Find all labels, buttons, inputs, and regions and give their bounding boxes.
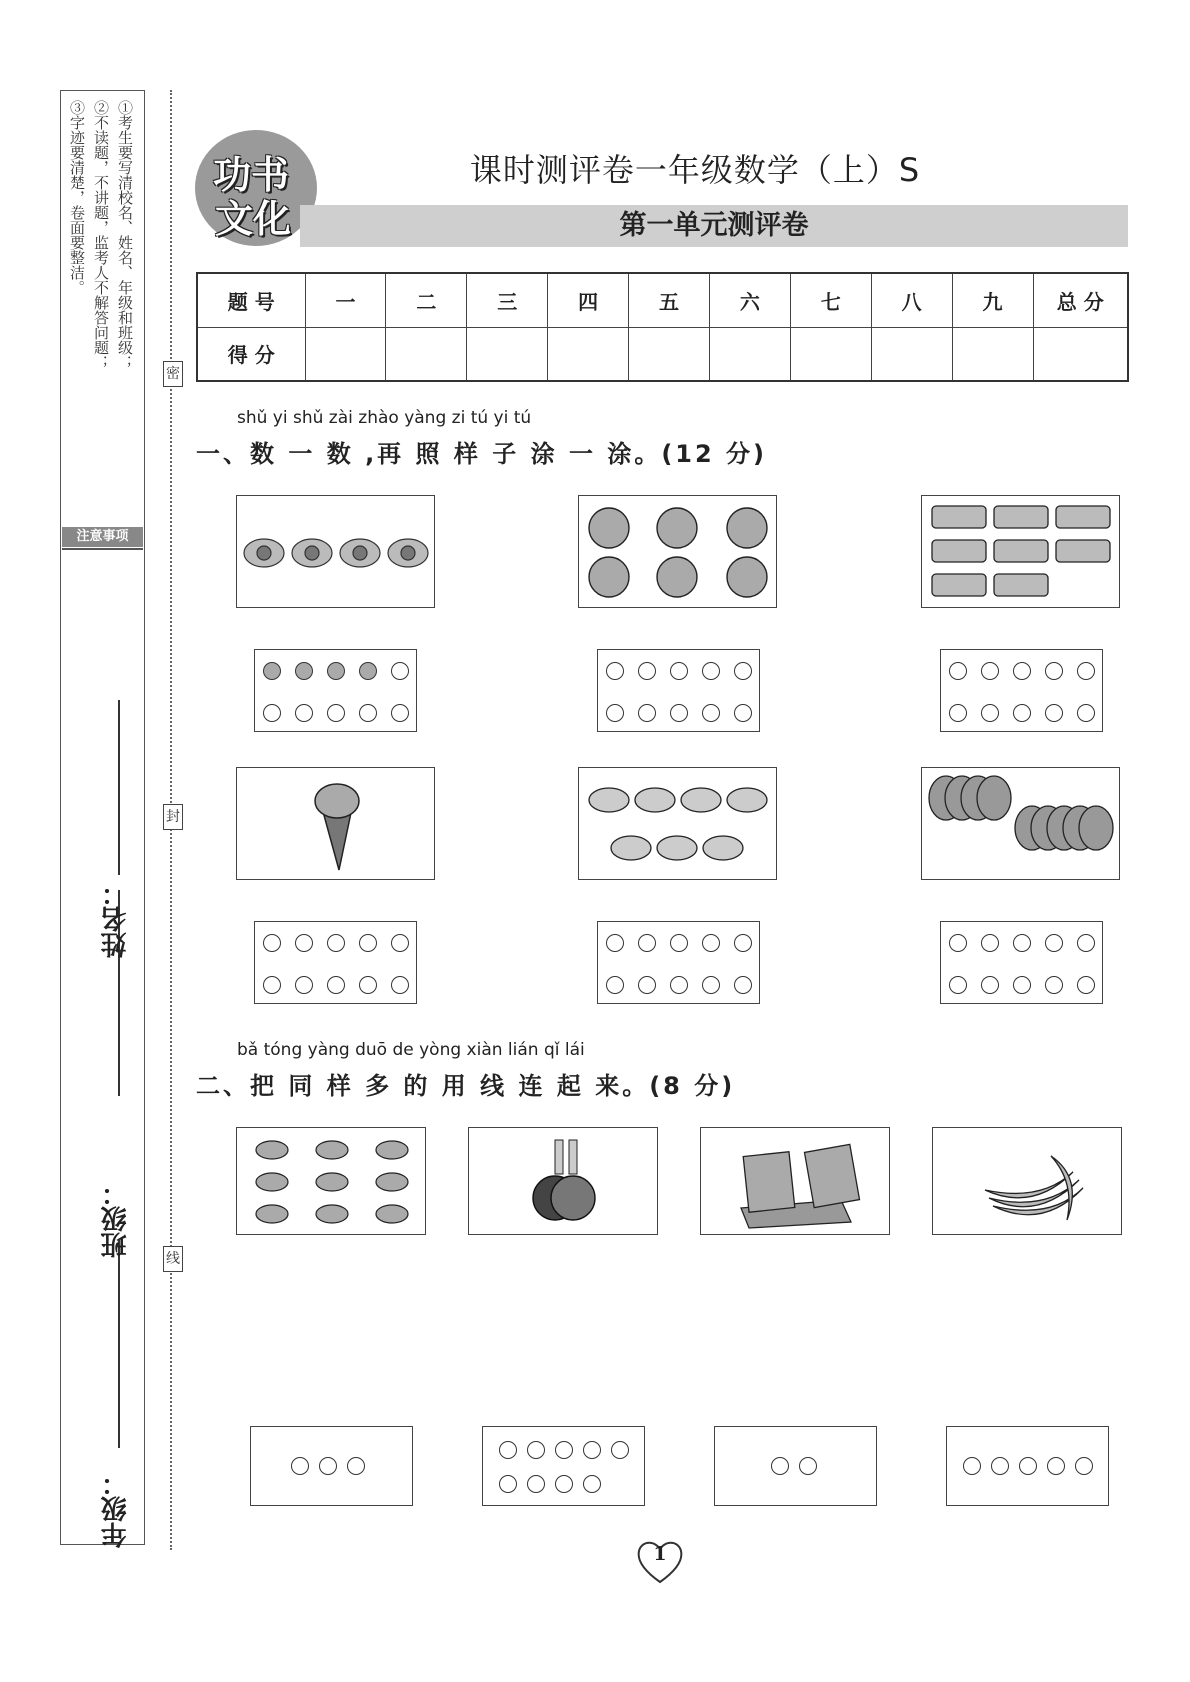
divider: [62, 548, 143, 550]
cell-q1: 一: [305, 273, 386, 327]
score-cell[interactable]: [548, 327, 629, 381]
answer-circle[interactable]: [981, 976, 999, 994]
answer-circle[interactable]: [1077, 704, 1095, 722]
answer-circle[interactable]: [734, 662, 752, 680]
count-circle[interactable]: [527, 1475, 545, 1493]
answer-circle[interactable]: [638, 662, 656, 680]
q1-pinyin: shǔ yi shǔ zài zhào yàng zi tú yi tú: [237, 408, 532, 428]
answer-circle[interactable]: [295, 934, 313, 952]
count-circle[interactable]: [963, 1457, 981, 1475]
answer-circle[interactable]: [734, 704, 752, 722]
score-cell[interactable]: [871, 327, 952, 381]
answer-frame-2: [597, 649, 760, 732]
answer-circle[interactable]: [1045, 976, 1063, 994]
answer-circle[interactable]: [1077, 976, 1095, 994]
fish-icon: [237, 1128, 427, 1236]
count-circle[interactable]: [611, 1441, 629, 1459]
answer-frame-1: [254, 649, 417, 732]
answer-circle[interactable]: [949, 704, 967, 722]
answer-circle[interactable]: [606, 934, 624, 952]
answer-circle[interactable]: [327, 704, 345, 722]
answer-circle[interactable]: [670, 976, 688, 994]
answer-circle[interactable]: [391, 934, 409, 952]
q2-pinyin: bǎ tóng yàng duō de yòng xiàn lián qǐ lái: [237, 1040, 585, 1060]
cell-q9: 九: [952, 273, 1033, 327]
mushrooms-picture: [578, 767, 777, 880]
answer-circle[interactable]: [1013, 976, 1031, 994]
cell-q5: 五: [629, 273, 710, 327]
answer-circle[interactable]: [949, 662, 967, 680]
seal-xian: 线: [163, 1246, 183, 1272]
count-frame-4: [946, 1426, 1109, 1506]
count-circle[interactable]: [347, 1457, 365, 1475]
q2-title: 二、把 同 样 多 的 用 线 连 起 来。(8 分): [196, 1072, 736, 1100]
apples-picture: [578, 495, 777, 608]
cell-q8: 八: [871, 273, 952, 327]
answer-circle[interactable]: [949, 976, 967, 994]
answer-circle[interactable]: [734, 934, 752, 952]
note-2: ②不读题，不讲题，监考人不解答问题；: [92, 100, 110, 370]
answer-circle[interactable]: [263, 704, 281, 722]
cell-score-label: 得 分: [197, 327, 305, 381]
score-cell[interactable]: [467, 327, 548, 381]
answer-circle[interactable]: [638, 934, 656, 952]
answer-circle[interactable]: [670, 934, 688, 952]
answer-circle[interactable]: [263, 934, 281, 952]
answer-circle[interactable]: [263, 976, 281, 994]
grade-field[interactable]: [118, 1240, 120, 1448]
balloon-icon: [922, 768, 1121, 881]
answer-circle[interactable]: [391, 704, 409, 722]
answer-circle[interactable]: [359, 934, 377, 952]
answer-circle[interactable]: [295, 976, 313, 994]
count-circle[interactable]: [799, 1457, 817, 1475]
answer-circle[interactable]: [1077, 934, 1095, 952]
filled-circle: [327, 662, 345, 680]
count-circle[interactable]: [1019, 1457, 1037, 1475]
answer-frame-4: [254, 921, 417, 1004]
cell-total: 总 分: [1033, 273, 1128, 327]
answer-circle[interactable]: [327, 934, 345, 952]
answer-circle[interactable]: [1013, 704, 1031, 722]
books-picture: [700, 1127, 890, 1235]
exam-notes: [62, 92, 143, 552]
score-value-row: [197, 327, 1128, 381]
grade-label: 年级：: [101, 1470, 131, 1548]
answer-circle[interactable]: [295, 704, 313, 722]
count-circle[interactable]: [771, 1457, 789, 1475]
notes-title: 注意事项: [62, 527, 143, 547]
name-field[interactable]: [118, 700, 120, 875]
answer-circle[interactable]: [1045, 662, 1063, 680]
answer-circle[interactable]: [670, 704, 688, 722]
cell-q2: 二: [386, 273, 467, 327]
banana-icon: [933, 1128, 1123, 1236]
count-circle[interactable]: [1075, 1457, 1093, 1475]
page-title: 课时测评卷一年级数学（上）S: [469, 151, 921, 189]
answer-circle[interactable]: [702, 704, 720, 722]
seal-mi: 密: [163, 361, 183, 387]
filled-circle: [263, 662, 281, 680]
answer-frame-3: [940, 649, 1103, 732]
count-circle[interactable]: [991, 1457, 1009, 1475]
cell-q3: 三: [467, 273, 548, 327]
count-circle[interactable]: [499, 1475, 517, 1493]
answer-circle[interactable]: [606, 976, 624, 994]
count-circle[interactable]: [499, 1441, 517, 1459]
score-cell[interactable]: [1033, 327, 1128, 381]
filled-circle: [359, 662, 377, 680]
answer-frame-5: [597, 921, 760, 1004]
eraser-icon: [922, 496, 1121, 609]
count-frame-1: [250, 1426, 413, 1506]
count-circle[interactable]: [555, 1475, 573, 1493]
count-circle[interactable]: [583, 1441, 601, 1459]
mushroom-icon: [579, 768, 778, 881]
answer-circle[interactable]: [702, 662, 720, 680]
cell-q4: 四: [548, 273, 629, 327]
publisher-logo: [195, 130, 317, 246]
count-circle[interactable]: [527, 1441, 545, 1459]
balloons-picture: [921, 767, 1120, 880]
cell-q6: 六: [709, 273, 790, 327]
logo-text-1: 功书: [213, 152, 290, 197]
answer-circle[interactable]: [1045, 934, 1063, 952]
page-number: [633, 1534, 687, 1588]
flowers-picture: [236, 495, 435, 608]
class-label: 班级：: [101, 1180, 131, 1258]
count-circle[interactable]: [1047, 1457, 1065, 1475]
answer-circle[interactable]: [734, 976, 752, 994]
answer-circle[interactable]: [606, 704, 624, 722]
ice-cream-picture: [236, 767, 435, 880]
score-cell[interactable]: [952, 327, 1033, 381]
answer-circle[interactable]: [1045, 704, 1063, 722]
page-number-text: 1: [653, 1543, 667, 1565]
answer-circle[interactable]: [359, 976, 377, 994]
fish-picture: [236, 1127, 426, 1235]
score-table: [196, 272, 1129, 382]
cell-q7: 七: [790, 273, 871, 327]
score-cell[interactable]: [790, 327, 871, 381]
answer-circle[interactable]: [327, 976, 345, 994]
answer-circle[interactable]: [981, 662, 999, 680]
score-cell[interactable]: [629, 327, 710, 381]
score-cell[interactable]: [709, 327, 790, 381]
answer-circle[interactable]: [606, 662, 624, 680]
name-label: 姓名：: [101, 880, 131, 958]
count-circle[interactable]: [583, 1475, 601, 1493]
q1-title: 一、数 一 数 ,再 照 样 子 涂 一 涂。(12 分): [196, 440, 768, 468]
count-circle[interactable]: [319, 1457, 337, 1475]
bananas-picture: [932, 1127, 1122, 1235]
ice-cream-icon: [237, 768, 436, 881]
answer-circle[interactable]: [391, 976, 409, 994]
answer-circle[interactable]: [638, 704, 656, 722]
book-icon: [701, 1128, 891, 1236]
count-circle[interactable]: [291, 1457, 309, 1475]
score-cell[interactable]: [305, 327, 386, 381]
count-circle[interactable]: [555, 1441, 573, 1459]
answer-circle[interactable]: [981, 704, 999, 722]
unit-title: 第一单元测评卷: [300, 205, 1128, 247]
score-header-row: [197, 273, 1128, 327]
answer-circle[interactable]: [1077, 662, 1095, 680]
note-1: ①考生要写清校名、姓名、年级和班级；: [116, 100, 134, 370]
ping-pong-paddle-icon: [469, 1128, 659, 1236]
erasers-picture: [921, 495, 1120, 608]
count-frame-3: [714, 1426, 877, 1506]
seal-feng: 封: [163, 804, 183, 830]
flower-icon: [237, 496, 436, 609]
answer-circle[interactable]: [981, 934, 999, 952]
filled-circle: [295, 662, 313, 680]
answer-circle[interactable]: [702, 934, 720, 952]
logo-text-2: 文化: [215, 196, 292, 241]
apple-icon: [579, 496, 778, 609]
answer-circle[interactable]: [949, 934, 967, 952]
paddles-picture: [468, 1127, 658, 1235]
note-3: ③字迹要清楚，卷面要整洁。: [68, 100, 86, 295]
answer-circle[interactable]: [1013, 662, 1031, 680]
count-frame-2: [482, 1426, 645, 1506]
score-cell[interactable]: [386, 327, 467, 381]
answer-frame-6: [940, 921, 1103, 1004]
answer-circle[interactable]: [359, 704, 377, 722]
answer-circle[interactable]: [638, 976, 656, 994]
answer-circle[interactable]: [391, 662, 409, 680]
cell-label: 题 号: [197, 273, 305, 327]
answer-circle[interactable]: [1013, 934, 1031, 952]
answer-circle[interactable]: [702, 976, 720, 994]
answer-circle[interactable]: [670, 662, 688, 680]
